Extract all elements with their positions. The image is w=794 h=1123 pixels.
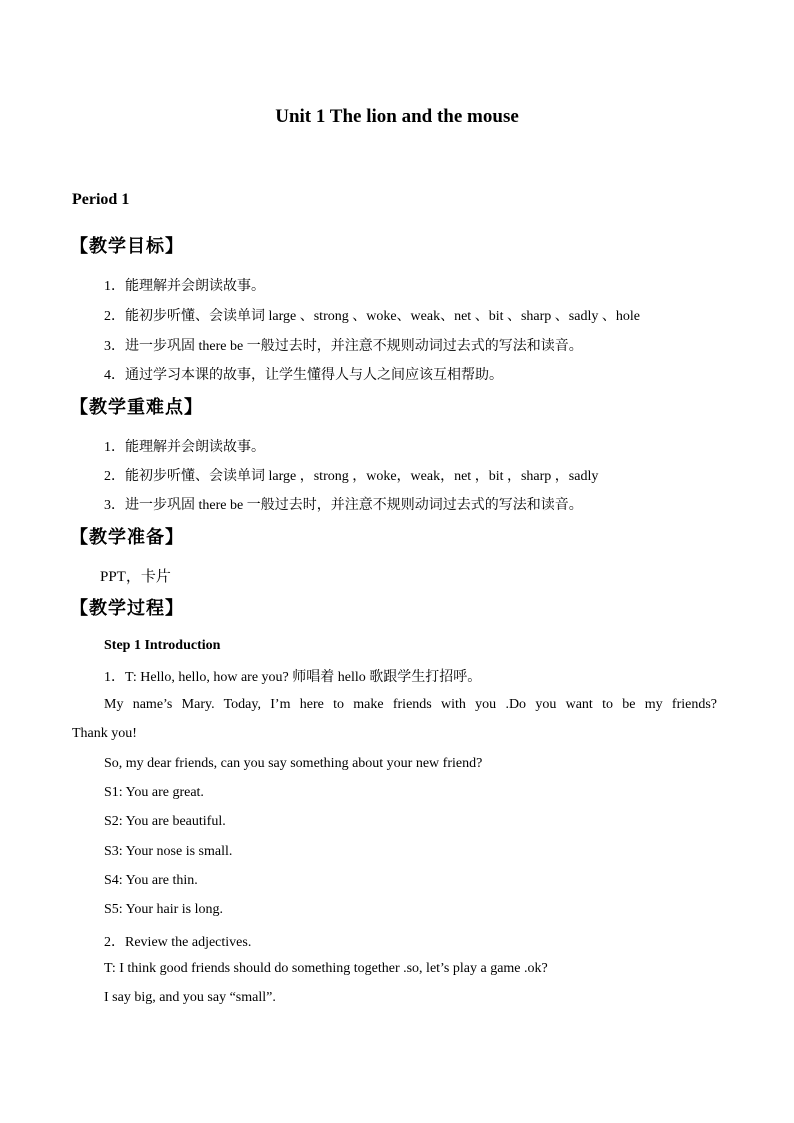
process-line-8: S4: You are thin. <box>104 873 198 888</box>
key-point-item-1: 1．能理解并会朗读故事。 <box>104 440 265 455</box>
preparation-heading: 【教学准备】 <box>70 527 184 548</box>
process-line-9: S5: Your hair is long. <box>104 902 224 917</box>
objective-item-2: 2．能初步听懂、会读单词 large 、strong 、woke、weak、net 、bit 、sharp 、sadly 、hole <box>104 309 640 324</box>
process-line-11: T: I think good friends should do something together .so, let’s play a game .ok? <box>104 961 548 976</box>
key-points-heading: 【教学重难点】 <box>70 397 203 418</box>
preparation-text: PPT，卡片 <box>100 569 171 585</box>
objective-item-1: 1．能理解并会朗读故事。 <box>104 279 265 294</box>
process-line-2: My name’s Mary. Today, I’m here to make friends with you .Do you want to be my friends? <box>104 697 717 712</box>
key-point-item-2: 2．能初步听懂、会读单词 large ，strong ，woke，weak，net ，bit ，sharp ，sadly <box>104 469 599 484</box>
objective-item-3: 3．进一步巩固 there be 一般过去时，并注意不规则动词过去式的写法和读音。 <box>104 339 583 354</box>
step-1-heading: Step 1 Introduction <box>104 638 221 653</box>
key-point-item-3: 3．进一步巩固 there be 一般过去时，并注意不规则动词过去式的写法和读音。 <box>104 498 583 513</box>
objectives-heading: 【教学目标】 <box>70 236 184 257</box>
process-line-6: S2: You are beautiful. <box>104 814 226 829</box>
process-line-3: Thank you! <box>72 726 137 741</box>
process-line-1: 1．T: Hello, hello, how are you? 师唱着 hello 歌跟学生打招呼。 <box>104 670 482 685</box>
process-line-7: S3: Your nose is small. <box>104 844 233 859</box>
process-line-10: 2．Review the adjectives. <box>104 935 252 950</box>
period-label: Period 1 <box>72 191 130 208</box>
process-line-12: I say big, and you say “small”. <box>104 990 276 1005</box>
process-line-4: So, my dear friends, can you say something about your new friend? <box>104 756 483 771</box>
process-heading: 【教学过程】 <box>70 598 184 619</box>
page-title: Unit 1 The lion and the mouse <box>275 106 519 127</box>
objective-item-4: 4．通过学习本课的故事，让学生懂得人与人之间应该互相帮助。 <box>104 368 503 383</box>
process-line-5: S1: You are great. <box>104 785 204 800</box>
